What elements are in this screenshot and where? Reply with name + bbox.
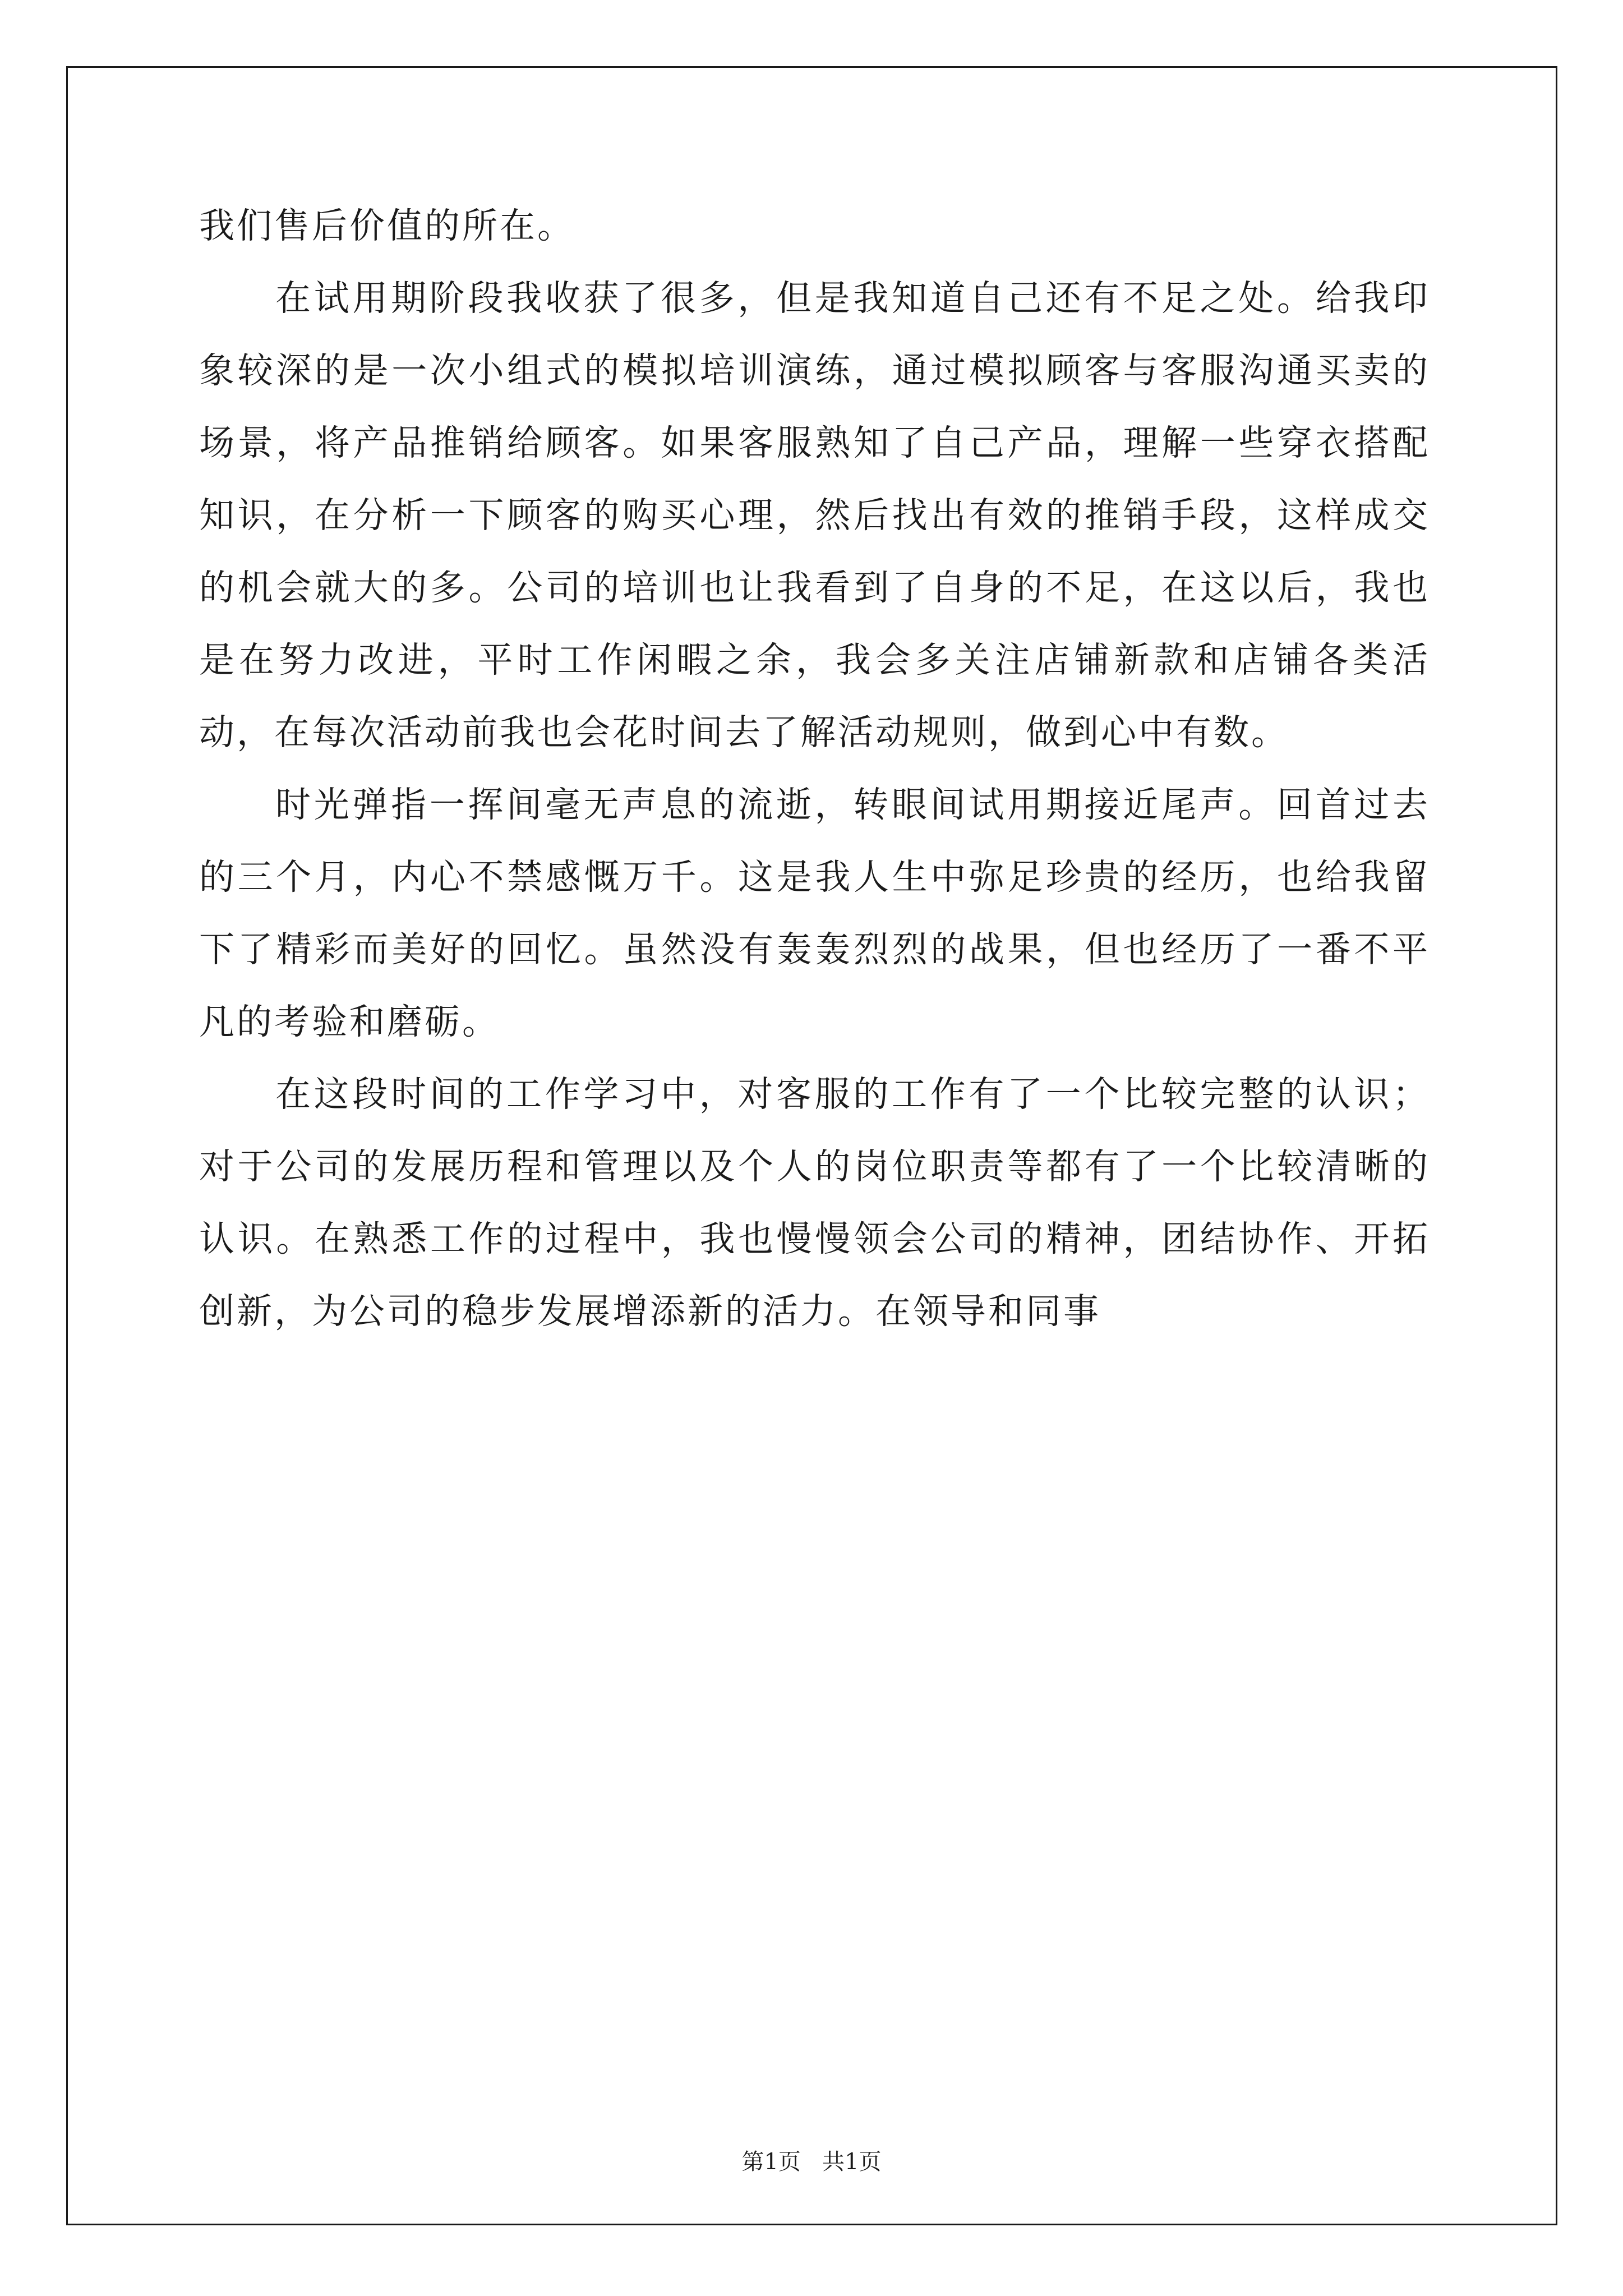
paragraph-4: 在这段时间的工作学习中，对客服的工作有了一个比较完整的认识；对于公司的发展历程和管理以及个人的岗位职责等都有了一个比较清晰的认识。在熟悉工作的过程中，我也慢慢领会公司的精神，团结协作、开拓创新，为公司的稳步发展增添新的活力。在领导和同事 xyxy=(199,1074,1430,1332)
document-body xyxy=(199,190,1430,1347)
paragraph-3: 时光弹指一挥间毫无声息的流逝，转眼间试用期接近尾声。回首过去的三个月，内心不禁感慨万千。这是我人生中弥足珍贵的经历，也给我留下了精彩而美好的回忆。虽然没有轰轰烈烈的战果，但也经历了一番不平凡的考验和磨砺。 xyxy=(199,784,1430,1042)
paragraph-2: 在试用期阶段我收获了很多，但是我知道自己还有不足之处。给我印象较深的是一次小组式的模拟培训演练，通过模拟顾客与客服沟通买卖的场景，将产品推销给顾客。如果客服熟知了自己产品，理解一些穿衣搭配知识，在分析一下顾客的购买心理，然后找出有效的推销手段，这样成交的机会就大的多。公司的培训也让我看到了自身的不足，在这以后，我也是在努力改进，平时工作闲暇之余，我会多关注店铺新款和店铺各类活动，在每次活动前我也会花时间去了解活动规则，做到心中有数。 xyxy=(199,278,1430,753)
paragraph-1: 我们售后价值的所在。 xyxy=(199,205,575,246)
page-number-footer: 第1页 共1页 xyxy=(741,2149,882,2175)
